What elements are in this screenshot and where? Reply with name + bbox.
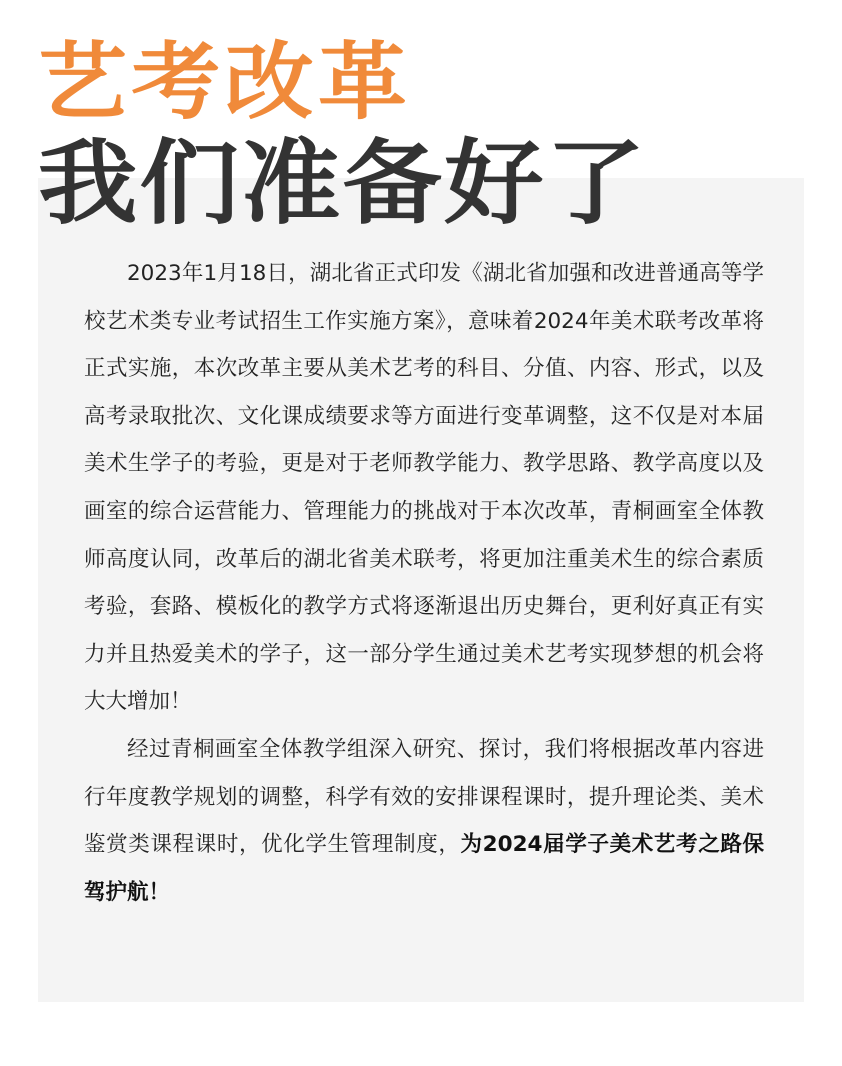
article-paragraph-2 (84, 726, 764, 916)
article-paragraph-1: 2023年1月18日，湖北省正式印发《湖北省加强和改进普通高等学校艺术类专业考试招生工作实施方案》，意味着2024年美术联考改革将正式实施，本次改革主要从美术艺考的科目、分值、内容、形式，以及高考录取批次、文化课成绩要求等方面进行变革调整，这不仅是对本届美术生学子的考验，更是对于老师教学能力、教学思路、教学高度以及画室的综合运营能力、管理能力的挑战对于本次改革，青桐画室全体教师高度认同，改革后的湖北省美术联考，将更加注重美术生的综合素质考验，套路、模板化的教学方式将逐渐退出历史舞台，更利好真正有实力并且热爱美术的学子，这一部分学生通过美术艺考实现梦想的机会将大大增加！ (84, 261, 764, 715)
headline-line-1: 艺考改革 (38, 33, 412, 131)
article-paragraph-2-text: 经过青桐画室全体教学组深入研究、探讨，我们将根据改革内容进行年度教学规划的调整，科学有效的安排课程课时，提升理论类、美术鉴赏类课程课时，优化学生管理制度， (84, 736, 764, 858)
article-closing-statement: 为2024届学子美术艺考之路保驾护航！ (84, 832, 764, 905)
article-body (84, 250, 764, 916)
headline-line-2: 我们准备好了 (38, 130, 648, 237)
